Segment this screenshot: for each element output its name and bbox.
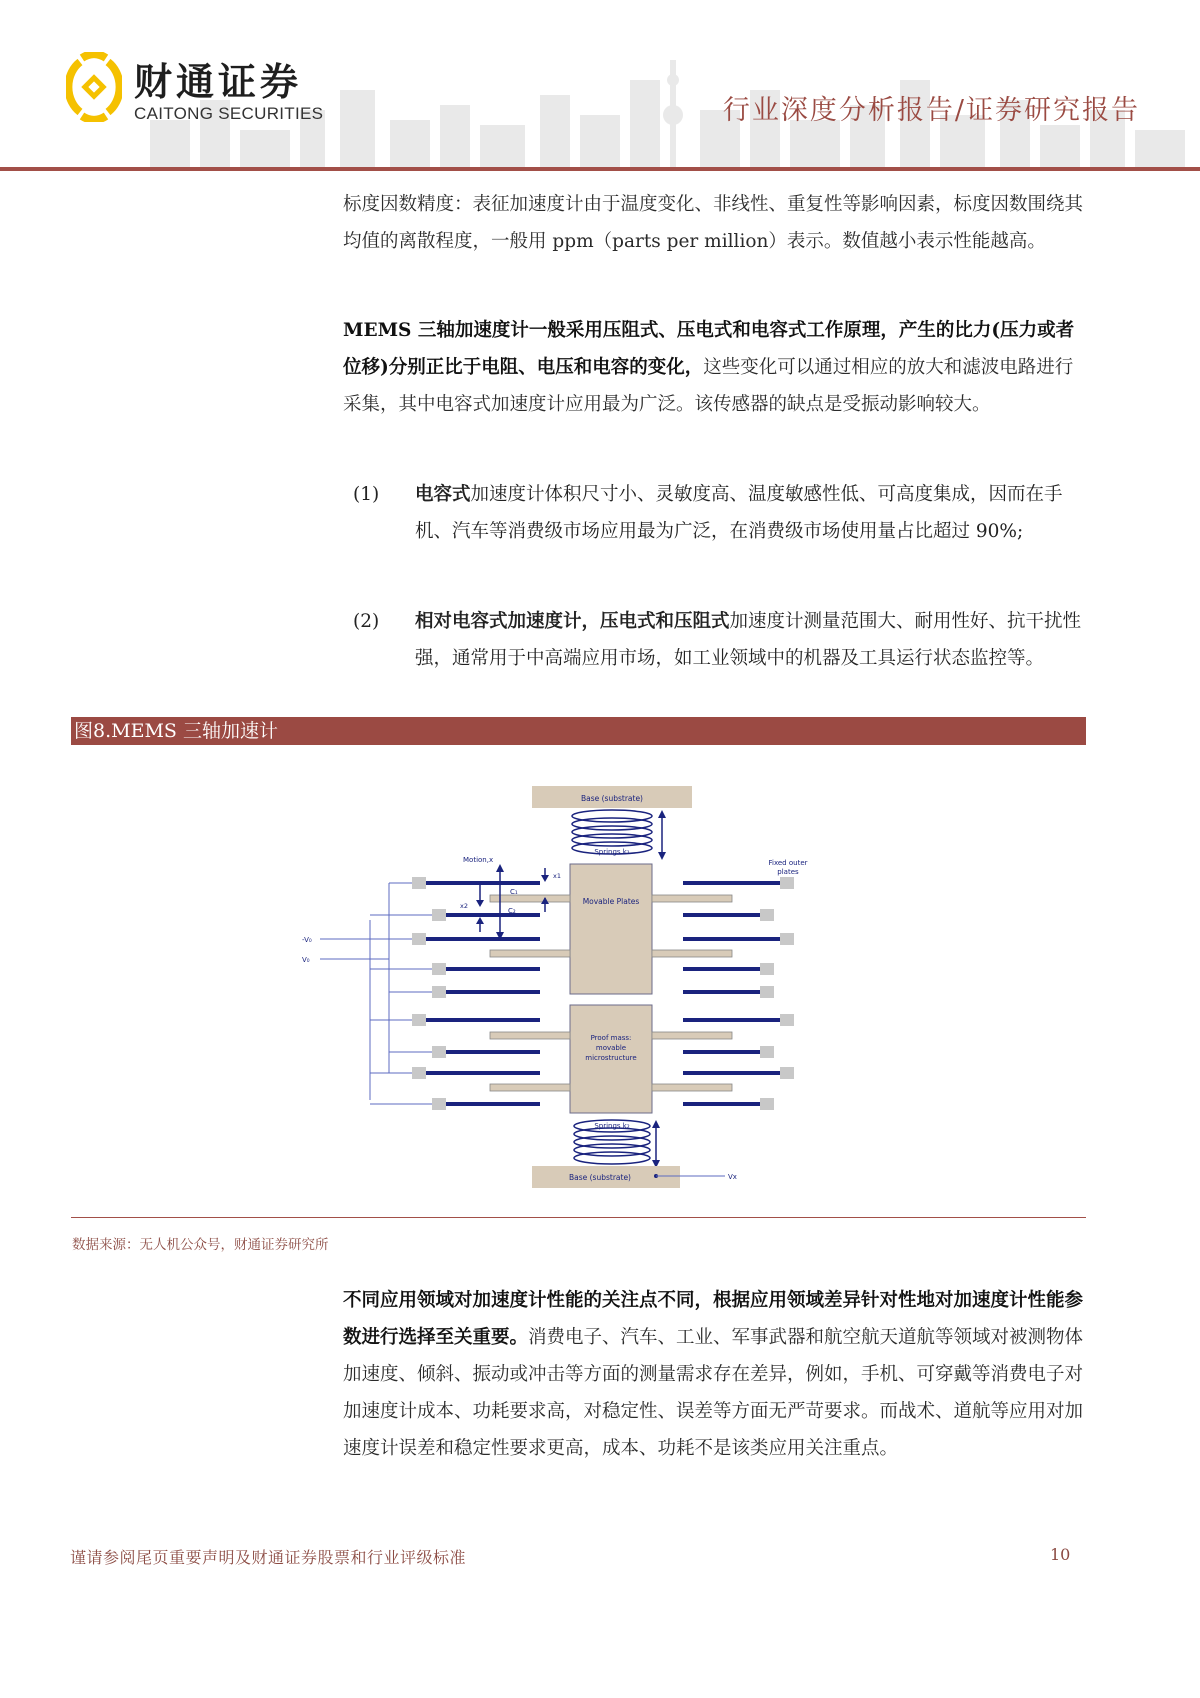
label-vx: Vx [728, 1173, 737, 1181]
header-divider [0, 167, 1200, 171]
list-item-text: 加速度计测量范围大、耐用性好、抗干扰性强，通常用于中高端应用市场，如工业领域中的机器及工具运行状态监控等。 [415, 611, 1082, 669]
label-neg-v0: -V₀ [302, 936, 312, 944]
paragraph-mems-principle [343, 312, 1085, 423]
list-item-bold: 电容式 [415, 484, 471, 505]
paragraph-mems-principle-rest: 这些变化可以通过相应的放大和滤波电路进行采集，其中电容式加速度计应用最为广泛。该传感器的缺点是受振动影响较大。 [343, 357, 1074, 415]
figure-title-bar: 图8.MEMS 三轴加速计 [71, 717, 1086, 745]
label-pos-v0: V₀ [302, 956, 310, 964]
paragraph-scale-factor: 标度因数精度：表征加速度计由于温度变化、非线性、重复性等影响因素，标度因数围绕其均值的离散程度，一般用 ppm（parts per million）表示。数值越小表示性能越高。 [343, 194, 1084, 252]
list-number: (1) [353, 484, 380, 505]
page-number: 10 [1050, 1545, 1071, 1564]
label-motion: Motion,x [463, 856, 494, 864]
page-header [0, 0, 1200, 170]
caitong-logo-icon [66, 52, 122, 122]
label-base-bottom: Base (substrate) [568, 1173, 632, 1182]
label-proof-mass-2: movable [595, 1044, 627, 1052]
paragraph-application-fields [343, 1282, 1085, 1467]
label-x1: x1 [553, 872, 561, 880]
label-fixed-outer: Fixed outer [768, 859, 808, 867]
label-springs-top: Springs k₁ [594, 848, 630, 856]
report-type: 行业深度分析报告/证券研究报告 [722, 95, 1140, 126]
paragraph-application-fields-rest: 消费电子、汽车、工业、军事武器和航空航天道航等领域对被测物体加速度、倾斜、振动或冲击等方面的测量需求存在差异，例如，手机、可穿戴等消费电子对加速度计成本、功耗要求高，对稳定性、误差等方面无严苛要求。而战术、道航等应用对加速度计误差和稳定性要求更高，成本、功耗不是该类应用关注重点。 [343, 1327, 1084, 1459]
label-c1: C₁ [510, 888, 518, 896]
label-proof-mass-1: Proof mass: [590, 1034, 632, 1042]
figure-source: 数据来源：无人机公众号，财通证券研究所 [72, 1237, 329, 1253]
label-c2: C₂ [508, 907, 516, 915]
list-item-bold: 相对电容式加速度计，压电式和压阻式 [415, 611, 730, 632]
label-fixed-outer-2: plates [777, 868, 799, 876]
label-springs-bottom: Springs k₂ [594, 1122, 630, 1130]
list-item-piezo [343, 603, 1085, 677]
mems-accelerometer-diagram [300, 770, 860, 1190]
brand-name-cn: 财通证券 [134, 60, 303, 104]
label-x2: x2 [460, 902, 468, 910]
paragraph-application-fields-bold: 不同应用领域对加速度计性能的关注点不同，根据应用领域差异针对性地对加速度计性能参数进行选择至关重要。 [343, 1290, 1084, 1348]
source-divider [71, 1217, 1086, 1218]
list-item-text: 加速度计体积尺寸小、灵敏度高、温度敏感性低、可高度集成，因而在手机、汽车等消费级市场应用最为广泛，在消费级市场使用量占比超过 90%; [415, 484, 1063, 542]
footer-disclaimer[interactable]: 谨请参阅尾页重要声明及财通证券股票和行业评级标准 [70, 1548, 467, 1567]
list-item-capacitive [343, 476, 1085, 550]
label-movable-plates: Movable Plates [582, 897, 640, 906]
label-base-top: Base (substrate) [580, 794, 644, 803]
brand-name-en: CAITONG SECURITIES [134, 104, 324, 123]
list-number: (2) [353, 611, 380, 632]
label-proof-mass-3: microstructure [585, 1054, 637, 1062]
paragraph-mems-principle-bold: MEMS 三轴加速度计一般采用压阻式、压电式和电容式工作原理，产生的比力(压力或者位移)分别正比于电阻、电压和电容的变化， [343, 320, 1075, 378]
